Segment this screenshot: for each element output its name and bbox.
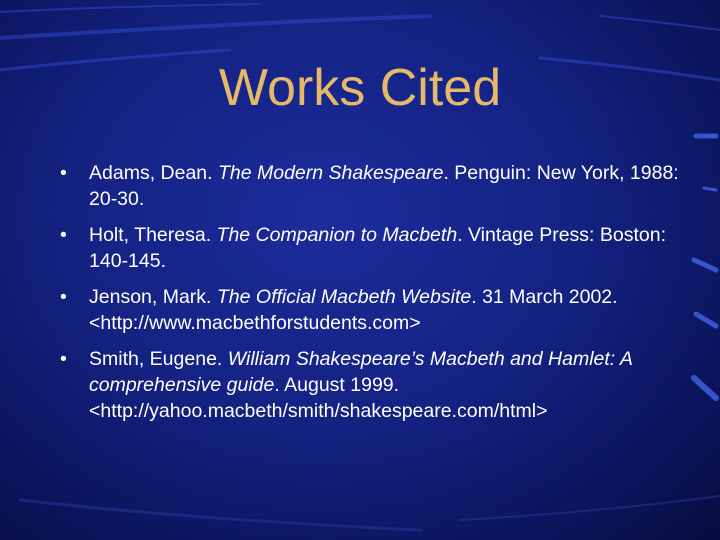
- bullet-icon: •: [60, 224, 67, 246]
- citation-title: The Official Macbeth Website: [216, 286, 472, 308]
- citation-title: William Shakespeare’s Macbeth and Hamlet: A comprehensive guide: [89, 348, 633, 396]
- citation-details: . Vintage Press: Boston: 140-145.: [89, 224, 667, 272]
- citation-item: [60, 160, 700, 212]
- slide-title: Works Cited: [218, 59, 502, 117]
- citation-details: . Penguin: New York, 1988: 20-30.: [89, 162, 679, 210]
- citation-author: Smith, Eugene.: [89, 348, 228, 370]
- citation-author: Adams, Dean.: [89, 162, 218, 184]
- citation-author: Jenson, Mark.: [89, 286, 217, 308]
- citation-item: [60, 346, 700, 424]
- bullet-icon: •: [60, 162, 67, 184]
- works-cited-list: [60, 160, 700, 434]
- citation-author: Holt, Theresa.: [89, 224, 217, 246]
- bullet-icon: •: [60, 348, 67, 370]
- citation-details: . 31 March 2002. <http://www.macbethforstudents.com>: [89, 286, 618, 334]
- citation-title: The Modern Shakespeare: [217, 162, 444, 184]
- citation-item: [60, 284, 700, 336]
- citation-details: . August 1999. <http://yahoo.macbeth/smith/shakespeare.com/html>: [89, 374, 548, 422]
- bullet-icon: •: [60, 286, 67, 308]
- citation-title: The Companion to Macbeth: [216, 224, 458, 246]
- citation-item: [60, 222, 700, 274]
